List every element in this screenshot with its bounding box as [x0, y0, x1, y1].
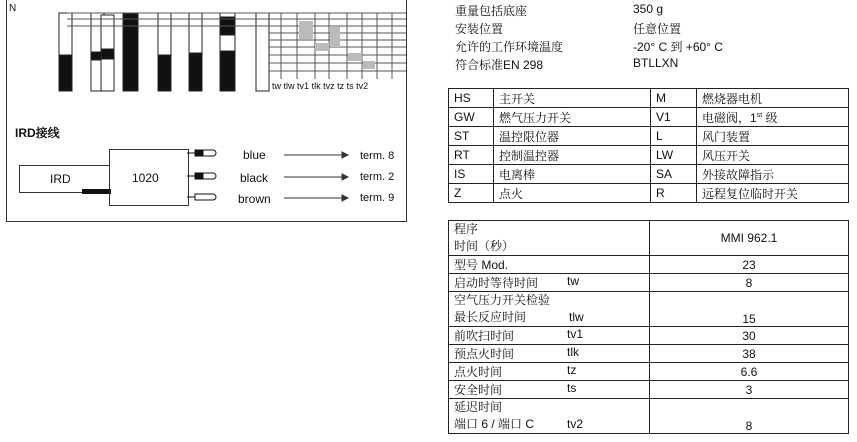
legend-code: IS — [449, 165, 494, 184]
table-row — [449, 345, 849, 363]
row-label — [449, 345, 650, 363]
label-tz: tz — [337, 81, 345, 91]
legend-code: V1 — [651, 108, 697, 127]
legend-name: 远程复位临时开关 — [697, 184, 849, 203]
diagram-panel — [6, 0, 407, 222]
legend-name: 燃烧器电机 — [697, 89, 849, 108]
terminal-8: term. 8 — [360, 150, 395, 162]
table-row — [449, 381, 849, 399]
table-row — [449, 363, 849, 381]
timing-lines — [67, 13, 406, 79]
terminal-2: term. 2 — [360, 171, 395, 183]
wire-color-blue: blue — [243, 148, 266, 162]
row-label-text: 空气压力开关检验 — [454, 293, 551, 307]
spec-value: 任意位置 — [633, 22, 682, 36]
label-tlk: tlk — [311, 81, 321, 91]
legend-name — [697, 108, 849, 127]
table-row — [449, 327, 849, 345]
legend-name: 温控限位器 — [494, 127, 651, 146]
module-label: 1020 — [132, 171, 159, 185]
timing-labels — [272, 81, 368, 91]
row-label-text: 预点火时间 — [454, 347, 515, 361]
legend-name-text: 电磁阀，1 — [702, 110, 757, 125]
terminal-9: term. 9 — [360, 192, 395, 204]
spec-value: -20° C 到 +60° C — [633, 40, 723, 54]
row-label — [449, 274, 650, 292]
row-label-text: 启动时等待时间 — [454, 276, 539, 290]
label-tw: tw — [272, 81, 281, 91]
row-label-text: 安全时间 — [454, 383, 503, 397]
legend-name-text: 级 — [762, 110, 778, 125]
legend-code: HS — [449, 89, 494, 108]
spec-label: 符合标准EN 298 — [455, 58, 544, 72]
row-value: 3 — [650, 381, 849, 399]
row-symbol: tv1 — [567, 327, 584, 341]
ird-connector — [82, 189, 111, 194]
legend-name-sup: st — [756, 111, 763, 119]
timing-bars — [59, 13, 269, 91]
module-box — [109, 149, 189, 206]
legend-code: SA — [651, 165, 697, 184]
label-tv2: tv2 — [356, 81, 369, 91]
legend-name: 点火 — [494, 184, 651, 203]
legend-code: M — [651, 89, 697, 108]
row-label — [449, 327, 650, 345]
table-row — [449, 184, 849, 203]
legend-name: 燃气压力开关 — [494, 108, 651, 127]
legend-table — [448, 88, 849, 203]
table-row — [449, 146, 849, 165]
table-row — [449, 292, 849, 327]
header-line: 时间（秒） — [454, 239, 515, 253]
legend-code: LW — [651, 146, 697, 165]
timing-table — [448, 220, 849, 434]
row-symbol: tz — [567, 363, 577, 377]
legend-name: 风门装置 — [697, 127, 849, 146]
row-label — [449, 399, 650, 434]
legend-name: 风压开关 — [697, 146, 849, 165]
legend-name: 主开关 — [494, 89, 651, 108]
legend-name: 控制温控器 — [494, 146, 651, 165]
table-row — [449, 89, 849, 108]
row-label-text: 点火时间 — [454, 365, 503, 379]
row-value: 38 — [650, 345, 849, 363]
model-header: MMI 962.1 — [650, 221, 849, 256]
program-time-header — [449, 221, 650, 256]
row-label-text: 最长反应时间 — [454, 310, 527, 324]
row-value: 15 — [650, 292, 849, 327]
row-label-text: 延迟时间 — [454, 400, 503, 414]
legend-code: R — [651, 184, 697, 203]
table-header-row — [449, 221, 849, 256]
header-line: 程序 — [454, 222, 479, 236]
spec-label: 重量包括底座 — [455, 4, 528, 18]
label-ts: ts — [346, 81, 354, 91]
legend-code: Z — [449, 184, 494, 203]
ird-heading: IRD接线 — [15, 126, 60, 140]
label-tvz: tvz — [323, 81, 335, 91]
row-label-text: 前吹扫时间 — [454, 329, 515, 343]
row-label — [449, 363, 650, 381]
table-row — [449, 256, 849, 274]
row-value: 8 — [650, 274, 849, 292]
table-row — [449, 127, 849, 146]
row-label — [449, 381, 650, 399]
row-label — [449, 292, 650, 327]
row-value: 6.6 — [650, 363, 849, 381]
row-symbol: tw — [567, 274, 579, 288]
legend-code: ST — [449, 127, 494, 146]
wire-color-black: black — [240, 171, 269, 185]
legend-name: 电离棒 — [494, 165, 651, 184]
row-value: 23 — [650, 256, 849, 274]
row-value: 30 — [650, 327, 849, 345]
table-row — [449, 274, 849, 292]
row-value: 8 — [650, 399, 849, 434]
legend-code: L — [651, 127, 697, 146]
row-symbol: tlk — [567, 345, 579, 359]
table-row — [449, 165, 849, 184]
wire-plugs — [185, 149, 225, 209]
label-tv1: tv1 — [297, 81, 310, 91]
timing-shaded — [299, 21, 375, 69]
spec-label: 允许的工作环境温度 — [455, 40, 564, 54]
row-symbol: tv2 — [567, 417, 584, 431]
spec-value: 350 g — [633, 2, 664, 16]
ird-label: IRD — [50, 172, 71, 186]
legend-name: 外接故障指示 — [697, 165, 849, 184]
row-symbol: tlw — [569, 310, 584, 324]
row-label: 型号 Mod. — [449, 256, 650, 274]
table-row — [449, 108, 849, 127]
row-label-text: 端口 6 / 端口 C — [454, 417, 535, 431]
table-row — [449, 399, 849, 434]
wire-arrows — [282, 149, 352, 204]
legend-code: GW — [449, 108, 494, 127]
row-symbol: ts — [567, 381, 577, 395]
spec-value: BTLLXN — [633, 56, 679, 70]
wire-color-brown: brown — [238, 192, 271, 206]
label-tlw: tlw — [283, 81, 295, 91]
legend-code: RT — [449, 146, 494, 165]
spec-label: 安装位置 — [455, 22, 504, 36]
diagram-marker: N — [9, 3, 17, 14]
